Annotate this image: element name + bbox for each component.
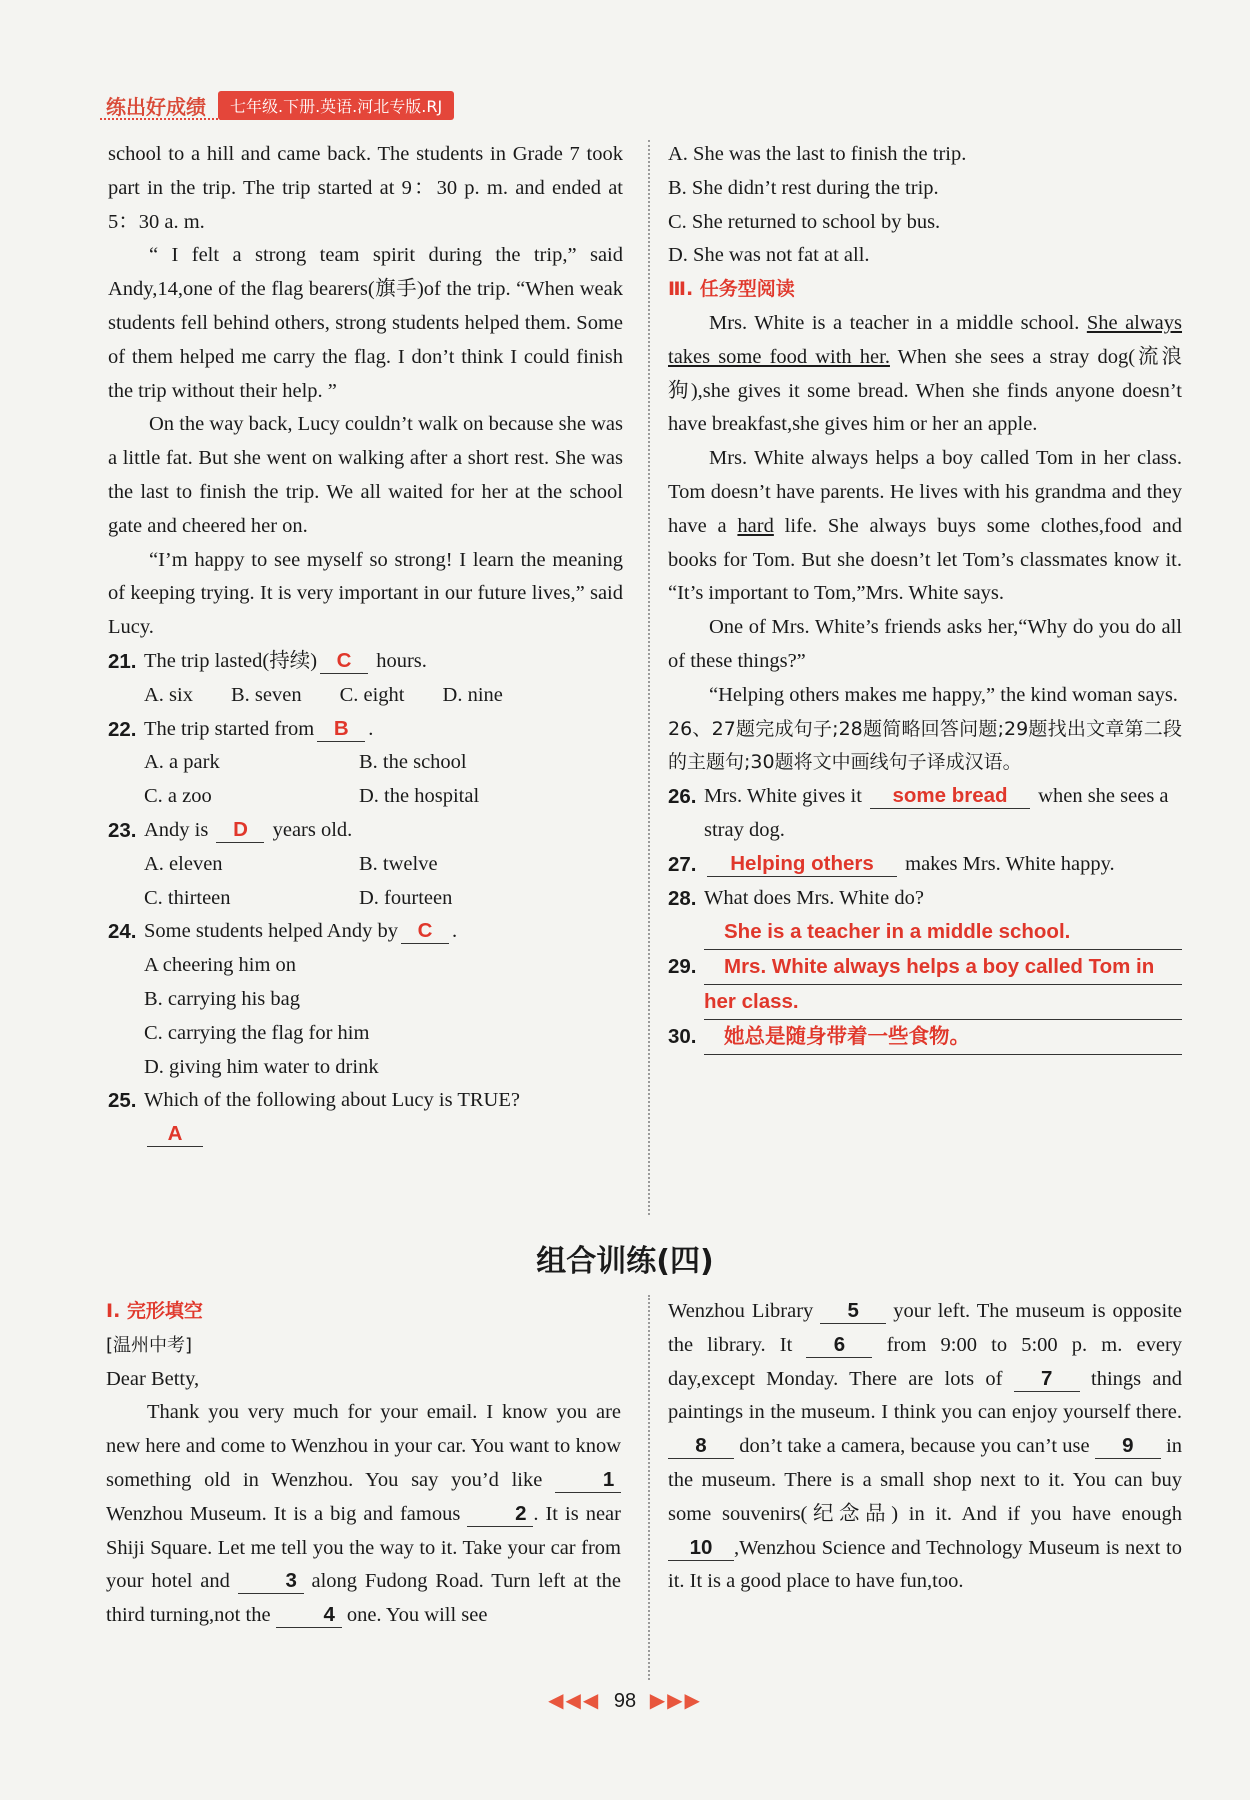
question-number: 23.: [108, 818, 137, 842]
text: along Fudong Road. Turn left at the third turning,not the: [106, 1570, 622, 1627]
option: A. six: [144, 683, 193, 706]
book-badge: 七年级.下册.英语.河北专版.RJ: [218, 91, 454, 120]
passage-para-4: “I’m happy to see myself so strong! I learn the meaning of keeping trying. It is very important in our future lives,” said Lucy.: [108, 548, 623, 639]
text: ,Wenzhou Science and Technology Museum is next to it. It is a good place to have fun,too.: [668, 1536, 1182, 1593]
text: Mrs. White is a teacher in a middle school.: [709, 311, 1080, 334]
answer-blank: Helping others: [707, 852, 897, 877]
answer-line: 她总是随身带着一些食物。: [704, 1020, 1182, 1055]
text: Mrs. White always helps a boy called Tom in her class. Tom doesn’t have parents. He lives with his grandma and they have a: [668, 447, 1182, 537]
question-text: What does Mrs. White do?: [704, 886, 924, 909]
underlined-sentence: She always takes some food with her.: [668, 311, 1183, 368]
option: B. twelve: [359, 852, 438, 875]
question-text: .: [451, 920, 458, 943]
answer-29-row2: [668, 985, 1182, 1020]
passage-para-2: “ I felt a strong team spirit during the trip,” said Andy,14,one of the flag bearers(旗手)of the trip. “When weak students fell behind others, strong students helped them. Some of them helped me carry the flag. I don’t think I could finish the trip without their help. ”: [108, 244, 623, 402]
option: A. eleven: [144, 852, 223, 875]
right-column-top: [668, 138, 1182, 1055]
question-22: [108, 713, 623, 747]
text: When she sees a stray dog(流浪狗),she gives it some bread. When she finds anyone doesn’t have breakfast,she gives him or her an apple.: [668, 345, 1182, 436]
question-number: 26.: [668, 785, 697, 809]
answer-line: She is a teacher in a middle school.: [704, 915, 1182, 950]
underlined-word: hard: [737, 514, 774, 537]
brand-title: 练出好成绩: [106, 94, 206, 119]
cloze-greeting: Dear Betty,: [106, 1367, 200, 1390]
cloze-passage-left: [106, 1396, 621, 1633]
cloze-blank-5: 5: [820, 1299, 886, 1324]
question-29: [668, 950, 1182, 985]
reading-para-4: “Helping others makes me happy,” the kind woman says.: [709, 683, 1178, 706]
question-number: 21.: [108, 649, 137, 673]
question-30: [668, 1020, 1182, 1055]
reading-para-2: [668, 442, 1182, 611]
task-instructions: 26、27题完成句子;28题简略回答问题;29题找出文章第二段的主题句;30题将文中画线句子译成汉语。: [668, 717, 1182, 774]
text: one. You will see: [346, 1604, 488, 1627]
answer-blank: C: [401, 919, 449, 944]
option: C. thirteen: [144, 886, 231, 909]
cloze-passage-right: [668, 1295, 1182, 1599]
option: D. nine: [442, 683, 503, 706]
question-text: hours.: [376, 649, 427, 672]
cloze-blank-6: 6: [806, 1333, 872, 1358]
option: B. seven: [230, 683, 302, 706]
question-text: Which of the following about Lucy is TRUE?: [144, 1089, 520, 1112]
cloze-blank-4: 4: [276, 1603, 342, 1628]
option: A. She was the last to finish the trip.: [668, 143, 967, 165]
question-text: Some students helped Andy by: [144, 920, 398, 943]
passage-para-1: school to a hill and came back. The students in Grade 7 took part in the trip. The trip started at 9：30 p. m. and ended at 5：30 a. m.: [108, 143, 623, 233]
option: B. She didn’t rest during the trip.: [668, 176, 939, 199]
option: D. giving him water to drink: [144, 1055, 379, 1078]
answer-blank: A: [147, 1122, 203, 1147]
cloze-blank-7: 7: [1014, 1367, 1080, 1392]
column-divider-bottom: [648, 1295, 650, 1680]
text: don’t take a camera, because you can’t use: [739, 1435, 1090, 1458]
question-24: [108, 915, 623, 949]
text: Thank you very much for your email. I know you are new here and come to Wenzhou in your car. You want to know something old in Wenzhou. You say you’d like: [106, 1401, 621, 1491]
question-text: The trip started from: [144, 717, 315, 740]
option: C. carrying the flag for him: [144, 1021, 370, 1044]
question-27: [668, 848, 1182, 882]
question-number: 24.: [108, 920, 137, 944]
answer-25-row: [108, 1118, 623, 1152]
option: C. eight: [339, 683, 405, 706]
question-number: 27.: [668, 852, 697, 876]
option: B. carrying his bag: [144, 987, 300, 1010]
cloze-blank-10: 10: [668, 1536, 734, 1561]
cloze-source: [温州中考]: [106, 1334, 193, 1356]
cloze-blank-2: 2: [467, 1502, 533, 1527]
question-25: [108, 1084, 623, 1118]
column-divider: [648, 140, 650, 1215]
right-column-bottom: [668, 1295, 1182, 1599]
options-23b: [108, 882, 623, 916]
question-number: 25.: [108, 1089, 137, 1113]
section-title: 组合训练(四): [536, 1244, 714, 1279]
option: A cheering him on: [144, 954, 297, 977]
question-text: when she sees a stray dog.: [704, 785, 1169, 841]
option: D. She was not fat at all.: [668, 244, 870, 267]
question-number: 29.: [668, 955, 697, 979]
text: Wenzhou Museum. It is a big and famous: [106, 1502, 461, 1525]
option: C. She returned to school by bus.: [668, 210, 941, 233]
answer-blank: B: [317, 717, 365, 742]
right-arrows-icon: ▶▶▶: [649, 1690, 702, 1712]
answer-line: Mrs. White always helps a boy called Tom in: [704, 950, 1182, 985]
cloze-blank-1: 1: [555, 1468, 621, 1493]
option: B. the school: [359, 751, 467, 774]
reading-para-3: One of Mrs. White’s friends asks her,“Why do you do all of these things?”: [668, 616, 1182, 672]
option: D. fourteen: [359, 886, 453, 909]
cloze-title: Ⅰ. 完形填空: [106, 1300, 203, 1322]
question-26: [668, 780, 1182, 848]
text: from 9:00 to 5:00 p. m. every day,except Monday. There are lots of: [668, 1333, 1183, 1390]
question-number: 28.: [668, 886, 697, 910]
section-3-title: Ⅲ. 任务型阅读: [668, 278, 795, 301]
answer-blank: some bread: [870, 784, 1030, 809]
text: things and paintings in the museum. I think you can enjoy yourself there.: [668, 1367, 1182, 1424]
question-number: 22.: [108, 717, 137, 741]
question-text: makes Mrs. White happy.: [905, 852, 1115, 875]
cloze-blank-3: 3: [238, 1569, 304, 1594]
reading-para-1: [668, 307, 1182, 442]
question-28: [668, 882, 1182, 916]
options-23a: [108, 848, 623, 882]
page-header: [106, 88, 454, 122]
left-column-top: [108, 138, 623, 1152]
answer-blank: D: [216, 818, 264, 843]
question-21: [108, 645, 623, 679]
question-number: 30.: [668, 1024, 697, 1048]
question-text: Andy is: [144, 818, 209, 841]
text: in the museum. There is a small shop next to it. You can buy some souvenirs(纪念品) in it. And if you have enough: [668, 1435, 1183, 1525]
options-22b: [108, 780, 623, 814]
option: C. a zoo: [144, 785, 212, 808]
text: . It is near Shiji Square. Let me tell you the way to it. Take your car from your hotel and: [106, 1502, 621, 1593]
text: life. She always buys some clothes,food and books for Tom. But she doesn’t let Tom’s classmates know it. “It’s important to Tom,”Mrs. White says.: [668, 514, 1183, 605]
option: D. the hospital: [359, 785, 480, 808]
question-text: The trip lasted(持续): [144, 649, 318, 672]
text: your left. The museum is opposite the library. It: [668, 1300, 1182, 1356]
question-text: Mrs. White gives it: [704, 785, 862, 808]
options-22a: [108, 746, 623, 780]
question-23: [108, 814, 623, 848]
page-number: 98: [613, 1690, 637, 1712]
text: Wenzhou Library: [668, 1300, 814, 1322]
options-21: [108, 679, 623, 713]
left-arrows-icon: ◀◀◀: [548, 1690, 601, 1712]
header-dotted-rule: [100, 118, 330, 120]
cloze-blank-9: 9: [1095, 1434, 1161, 1459]
passage-para-3: On the way back, Lucy couldn’t walk on because she was a little fat. But she went on walking after a short rest. She was the last to finish the trip. We all waited for her at the school gate and cheered her on.: [108, 413, 623, 537]
left-column-bottom: [106, 1295, 621, 1633]
answer-blank: C: [320, 649, 368, 674]
answer-28-row: [668, 915, 1182, 950]
option: A. a park: [144, 751, 220, 774]
question-text: .: [368, 717, 374, 740]
answer-line: her class.: [704, 985, 1182, 1020]
question-text: years old.: [272, 818, 353, 841]
cloze-blank-8: 8: [668, 1434, 734, 1459]
page-footer: [0, 1688, 1250, 1713]
